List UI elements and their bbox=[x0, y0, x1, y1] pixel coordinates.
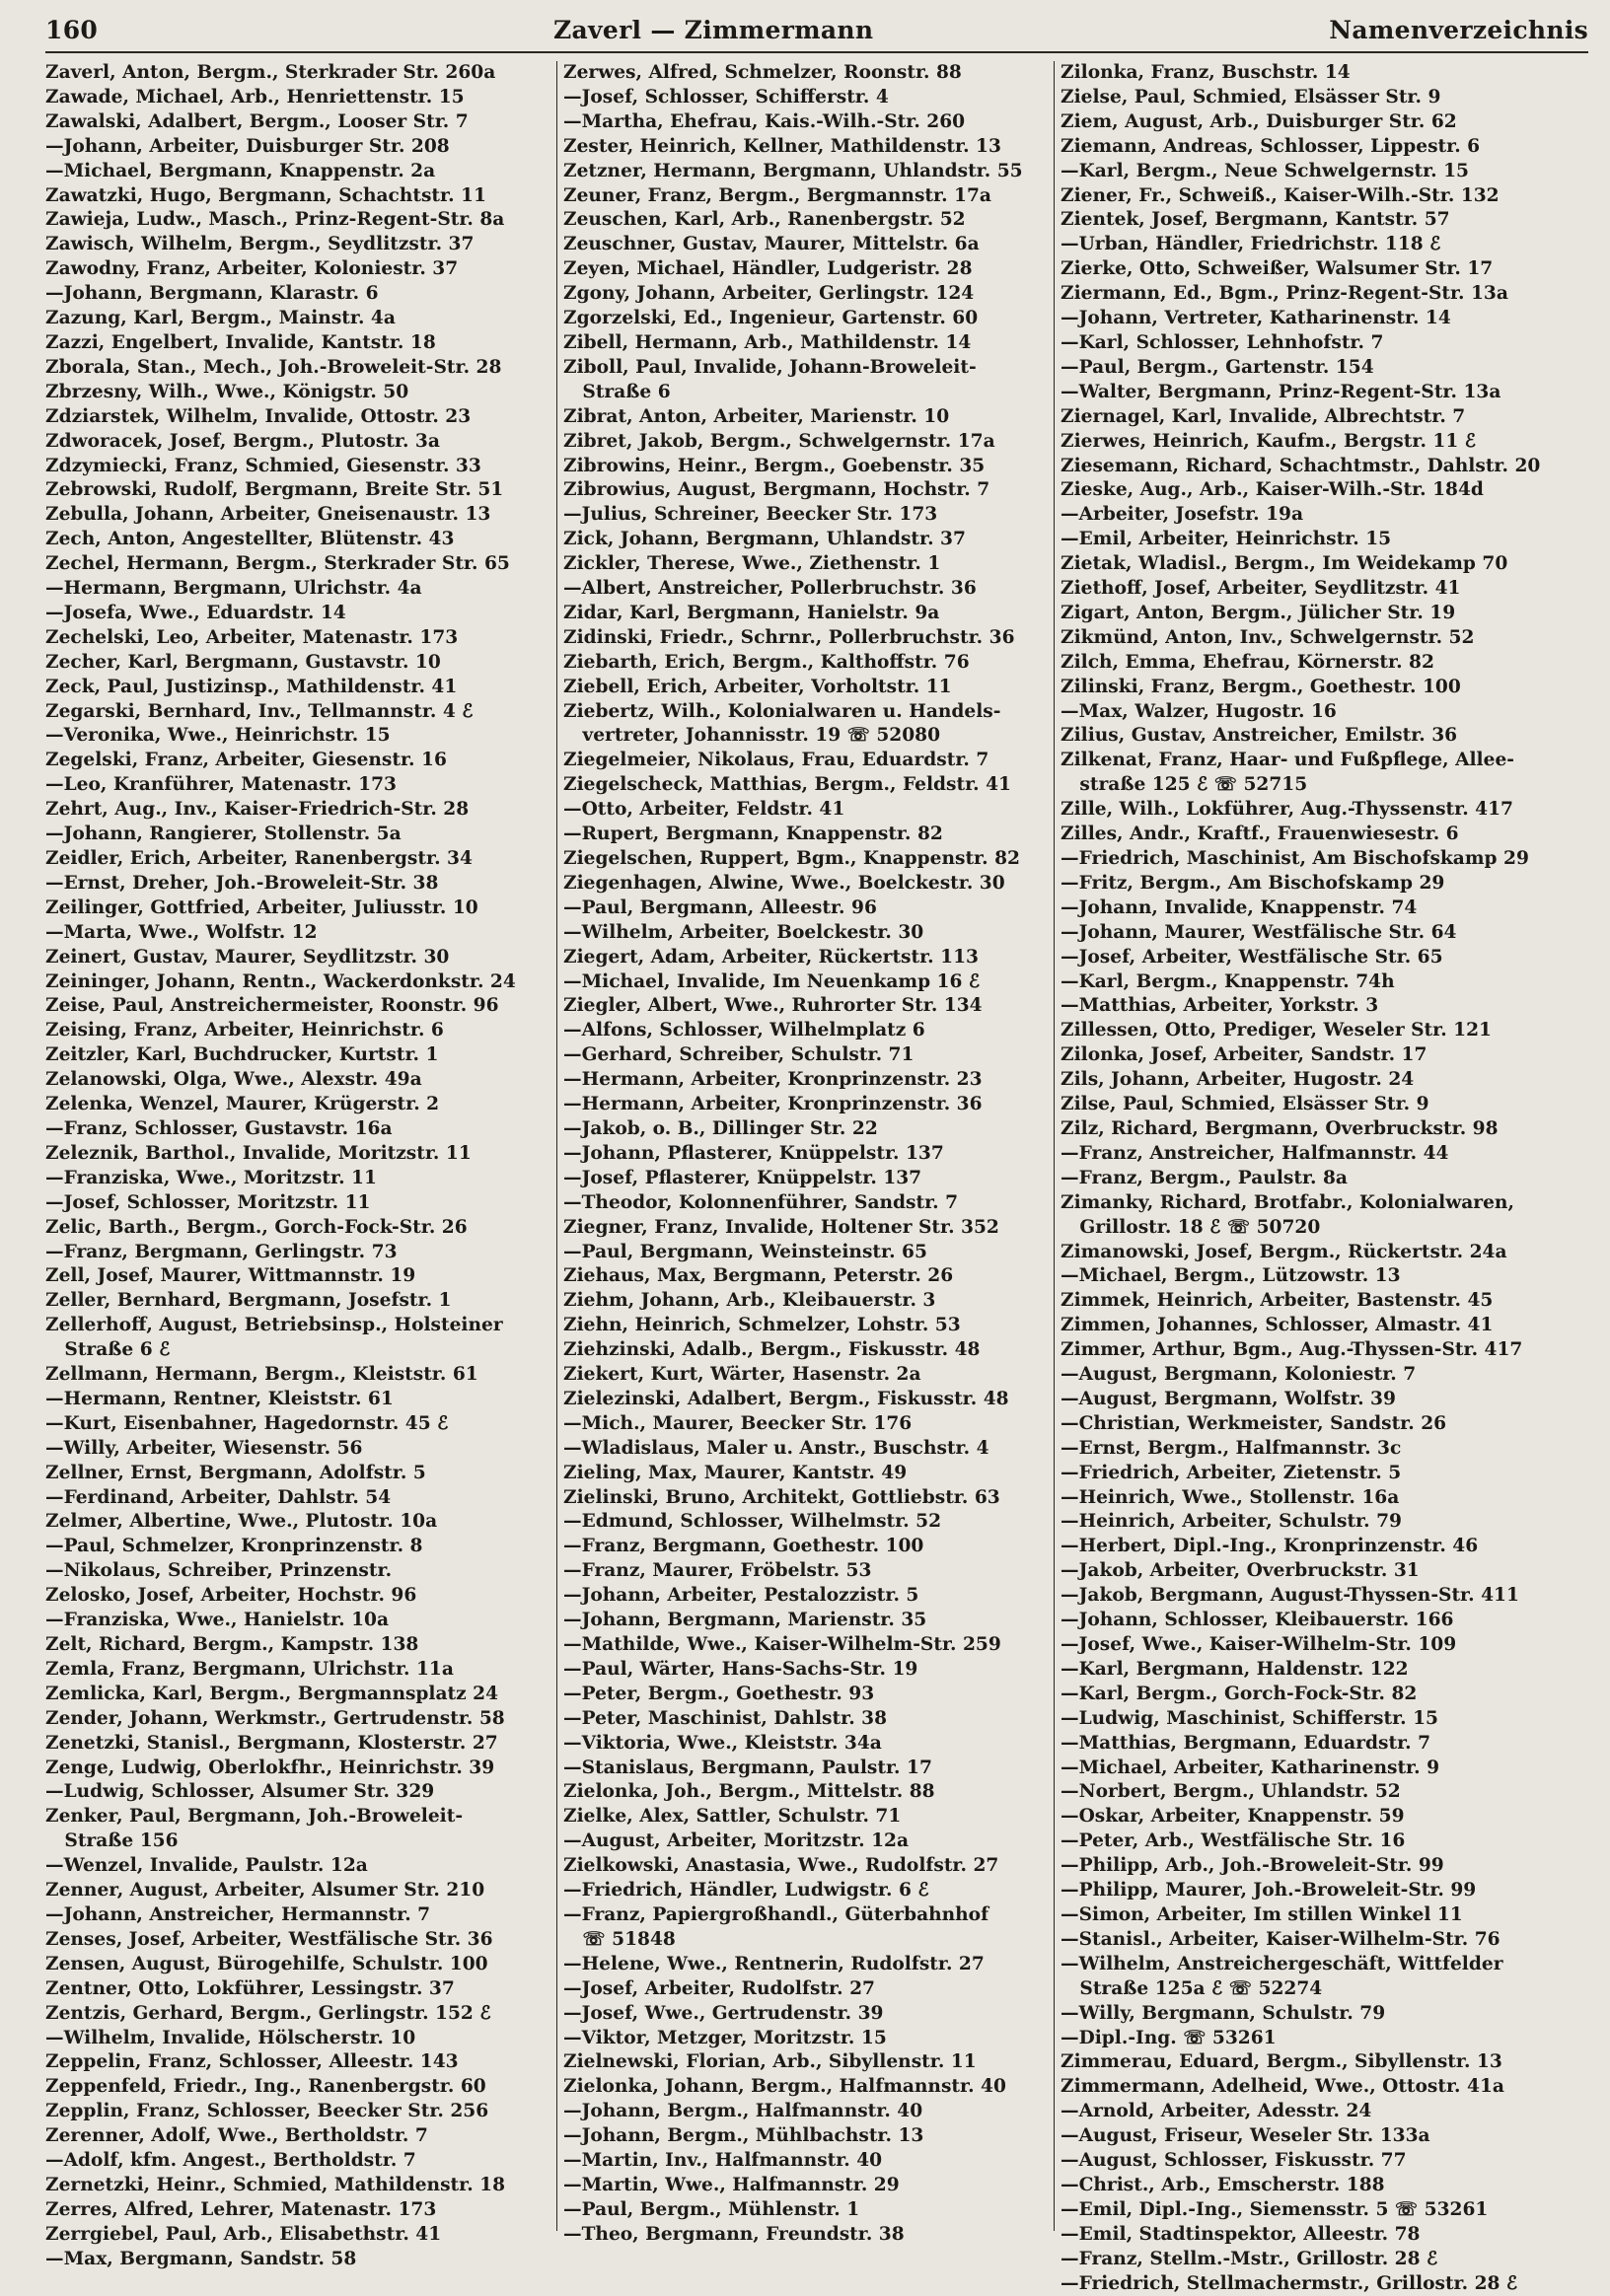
directory-entry: ☏ 51848 bbox=[563, 1928, 676, 1950]
directory-entry: Straße 6 bbox=[563, 381, 671, 402]
directory-entry: Zilonka, Josef, Arbeiter, Sandstr. 17 bbox=[1061, 1044, 1427, 1066]
directory-entry: —Johann, Bergmann, Marienstr. 35 bbox=[563, 1610, 927, 1631]
directory-entry: Ziegert, Adam, Arbeiter, Rückertstr. 113 bbox=[563, 946, 979, 968]
directory-entry: —Walter, Bergmann, Prinz-Regent-Str. 13a bbox=[1061, 381, 1501, 402]
directory-entry: Zibrowins, Heinr., Bergm., Goebenstr. 35 bbox=[563, 455, 986, 476]
directory-entry: —Johann, Arbeiter, Duisburger Str. 208 bbox=[45, 135, 450, 157]
directory-entry: —Matthias, Arbeiter, Yorkstr. 3 bbox=[1061, 995, 1379, 1017]
directory-entry: Zille, Wilh., Lokführer, Aug.-Thyssenstr. 417 bbox=[1061, 799, 1513, 821]
directory-entry: Zeuschen, Karl, Arb., Ranenbergstr. 52 bbox=[563, 209, 966, 231]
directory-entry: Zemlicka, Karl, Bergm., Bergmannsplatz 24 bbox=[45, 1683, 499, 1704]
directory-entry: Ziehzinski, Adalb., Bergm., Fiskusstr. 48 bbox=[563, 1339, 981, 1361]
directory-entry: Zielonka, Johann, Bergm., Halfmannstr. 40 bbox=[563, 2076, 1006, 2098]
directory-entry: Zensen, August, Bürogehilfe, Schulstr. 100 bbox=[45, 1953, 488, 1974]
directory-entry: Zieske, Aug., Arb., Kaiser-Wilh.-Str. 184d bbox=[1061, 479, 1484, 501]
directory-entry: —Friedrich, Händler, Ludwigstr. 6 ℰ bbox=[563, 1880, 929, 1901]
directory-entry: Zielinski, Bruno, Architekt, Gottliebstr. 63 bbox=[563, 1486, 1000, 1508]
directory-entry: Zibret, Jakob, Bergm., Schwelgernstr. 17a bbox=[563, 430, 995, 452]
directory-entry: Zeleznik, Barthol., Invalide, Moritzstr. 11 bbox=[45, 1142, 472, 1164]
directory-entry: —Paul, Bergmann, Alleestr. 96 bbox=[563, 897, 877, 918]
directory-entry: Zbrzesny, Wilh., Wwe., Königstr. 50 bbox=[45, 381, 409, 402]
directory-entry: Zilch, Emma, Ehefrau, Körnerstr. 82 bbox=[1061, 651, 1434, 673]
directory-entry: Zeitzler, Karl, Buchdrucker, Kurtstr. 1 bbox=[45, 1044, 439, 1066]
directory-entry: Zegarski, Bernhard, Inv., Tellmannstr. 4 ℰ bbox=[45, 700, 474, 722]
directory-entry: Straße 156 bbox=[45, 1830, 179, 1852]
directory-entry: Zeuner, Franz, Bergm., Bergmannstr. 17a bbox=[563, 184, 991, 206]
directory-entry: —Josef, Schlosser, Schifferstr. 4 bbox=[563, 86, 889, 108]
directory-entry: Zechelski, Leo, Arbeiter, Matenastr. 173 bbox=[45, 626, 459, 648]
directory-entry: —Josef, Wwe., Kaiser-Wilhelm-Str. 109 bbox=[1061, 1634, 1457, 1655]
directory-entry: Zazzi, Engelbert, Invalide, Kantstr. 18 bbox=[45, 331, 436, 353]
directory-entry: —Josef, Wwe., Gertrudenstr. 39 bbox=[563, 2002, 884, 2024]
directory-entry: —Heinrich, Arbeiter, Schulstr. 79 bbox=[1061, 1511, 1402, 1533]
directory-entry: Zetzner, Hermann, Bergmann, Uhlandstr. 55 bbox=[563, 160, 1023, 181]
directory-entry: Ziesemann, Richard, Schachtmstr., Dahlstr. 20 bbox=[1061, 455, 1541, 476]
directory-entry: Zawade, Michael, Arb., Henriettenstr. 15 bbox=[45, 86, 465, 108]
directory-entry: Zierke, Otto, Schweißer, Walsumer Str. 17 bbox=[1061, 258, 1494, 280]
directory-entry: Zeller, Bernhard, Bergmann, Josefstr. 1 bbox=[45, 1290, 452, 1312]
directory-entry: —Josef, Pflasterer, Knüppelstr. 137 bbox=[563, 1167, 922, 1188]
directory-entry: Zeuschner, Gustav, Maurer, Mittelstr. 6a bbox=[563, 234, 980, 255]
directory-entry: —Karl, Bergmann, Haldenstr. 122 bbox=[1061, 1658, 1409, 1680]
directory-entry: Zeppenfeld, Friedr., Ing., Ranenbergstr. 60 bbox=[45, 2076, 486, 2098]
directory-entry: Zawalski, Adalbert, Bergm., Looser Str. 7 bbox=[45, 110, 469, 132]
directory-entry: —Albert, Anstreicher, Pollerbruchstr. 36 bbox=[563, 578, 977, 600]
directory-entry: Zeyen, Michael, Händler, Ludgeristr. 28 bbox=[563, 258, 973, 280]
directory-entry: —Michael, Bergm., Lützowstr. 13 bbox=[1061, 1265, 1401, 1287]
directory-entry: Zentner, Otto, Lokführer, Lessingstr. 37 bbox=[45, 1977, 455, 1999]
directory-entry: —Franz, Schlosser, Gustavstr. 16a bbox=[45, 1117, 393, 1139]
directory-entry: —Paul, Wärter, Hans-Sachs-Str. 19 bbox=[563, 1658, 918, 1680]
directory-entry: —Paul, Bergmann, Weinsteinstr. 65 bbox=[563, 1241, 927, 1262]
directory-entry: Zimmerau, Eduard, Bergm., Sibyllenstr. 13 bbox=[1061, 2051, 1502, 2073]
directory-entry: Ziermann, Ed., Bgm., Prinz-Regent-Str. 13a bbox=[1061, 283, 1508, 305]
directory-entry: Zilz, Richard, Bergmann, Overbruckstr. 98 bbox=[1061, 1117, 1499, 1139]
directory-entry: Zebulla, Johann, Arbeiter, Gneisenaustr. 13 bbox=[45, 504, 491, 526]
directory-entry: —Mathilde, Wwe., Kaiser-Wilhelm-Str. 259 bbox=[563, 1634, 1001, 1655]
directory-entry: —Johann, Arbeiter, Pestalozzistr. 5 bbox=[563, 1585, 919, 1607]
directory-entry: —Josefa, Wwe., Eduardstr. 14 bbox=[45, 602, 346, 623]
directory-entry: Zilse, Paul, Schmied, Elsässer Str. 9 bbox=[1061, 1094, 1429, 1115]
directory-entry: —August, Bergmann, Koloniestr. 7 bbox=[1061, 1364, 1417, 1386]
directory-entry: Zikmünd, Anton, Inv., Schwelgernstr. 52 bbox=[1061, 626, 1475, 648]
directory-entry: —Franz, Papiergroßhandl., Güterbahnhof bbox=[563, 1903, 989, 1925]
directory-entry: —Herbert, Dipl.-Ing., Kronprinzenstr. 46 bbox=[1061, 1536, 1479, 1557]
directory-entry: Ziehn, Heinrich, Schmelzer, Lohstr. 53 bbox=[563, 1315, 961, 1336]
directory-entry: —Peter, Maschinist, Dahlstr. 38 bbox=[563, 1707, 888, 1729]
directory-entry: Zawieja, Ludw., Masch., Prinz-Regent-Str. 8a bbox=[45, 209, 505, 231]
directory-entry: Zech, Anton, Angestellter, Blütenstr. 43 bbox=[45, 529, 455, 550]
directory-entry: —August, Arbeiter, Moritzstr. 12a bbox=[563, 1830, 909, 1852]
directory-entry: Zimmermann, Adelheid, Wwe., Ottostr. 41a bbox=[1061, 2076, 1504, 2098]
directory-entry: Zielkowski, Anastasia, Wwe., Rudolfstr. 27 bbox=[563, 1855, 999, 1877]
directory-entry: Zdzymiecki, Franz, Schmied, Giesenstr. 33 bbox=[45, 455, 481, 476]
directory-entry: Zelosko, Josef, Arbeiter, Hochstr. 96 bbox=[45, 1585, 417, 1607]
directory-entry: —Wilhelm, Anstreichergeschäft, Wittfelder bbox=[1061, 1953, 1503, 1974]
directory-entry: Grillostr. 18 ℰ ☏ 50720 bbox=[1061, 1216, 1321, 1238]
directory-entry: Zilles, Andr., Kraftf., Frauenwiesestr. 6 bbox=[1061, 824, 1459, 845]
directory-entry: Zerwes, Alfred, Schmelzer, Roonstr. 88 bbox=[563, 62, 962, 83]
directory-entry: —Michael, Bergmann, Knappenstr. 2a bbox=[45, 160, 436, 181]
directory-entry: Zietak, Wladisl., Bergm., Im Weidekamp 70 bbox=[1061, 553, 1508, 575]
directory-entry: —Hermann, Rentner, Kleiststr. 61 bbox=[45, 1388, 394, 1409]
directory-entry: —Viktor, Metzger, Moritzstr. 15 bbox=[563, 2027, 887, 2048]
directory-entry: Zimanowski, Josef, Bergm., Rückertstr. 24a bbox=[1061, 1241, 1507, 1262]
directory-entry: —Urban, Händler, Friedrichstr. 118 ℰ bbox=[1061, 234, 1441, 255]
directory-entry: —Wilhelm, Invalide, Hölscherstr. 10 bbox=[45, 2027, 416, 2048]
directory-entry: —August, Bergmann, Wolfstr. 39 bbox=[1061, 1388, 1396, 1409]
directory-entry: —Philipp, Maurer, Joh.-Broweleit-Str. 99 bbox=[1061, 1880, 1477, 1901]
directory-entry: Zehrt, Aug., Inv., Kaiser-Friedrich-Str. 28 bbox=[45, 799, 470, 821]
directory-entry: Zeilinger, Gottfried, Arbeiter, Juliusstr. 10 bbox=[45, 897, 478, 918]
directory-entry: —Johann, Schlosser, Kleibauerstr. 166 bbox=[1061, 1610, 1454, 1631]
directory-entry: Ziegelschen, Ruppert, Bgm., Knappenstr. 82 bbox=[563, 848, 1020, 869]
directory-entry: —Paul, Bergm., Mühlenstr. 1 bbox=[563, 2198, 860, 2220]
directory-entry: Zielnewski, Florian, Arb., Sibyllenstr. 11 bbox=[563, 2051, 977, 2073]
directory-entry: —Norbert, Bergm., Uhlandstr. 52 bbox=[1061, 1781, 1401, 1803]
directory-entry: Zdworacek, Josef, Bergm., Plutostr. 3a bbox=[45, 430, 440, 452]
directory-entry: Zielonka, Joh., Bergm., Mittelstr. 88 bbox=[563, 1781, 935, 1803]
directory-entry: Zillessen, Otto, Prediger, Weseler Str. 121 bbox=[1061, 1020, 1492, 1041]
directory-entry: —Edmund, Schlosser, Wilhelmstr. 52 bbox=[563, 1511, 942, 1533]
directory-entry: Zeinert, Gustav, Maurer, Seydlitzstr. 30 bbox=[45, 946, 450, 968]
directory-entry: —Willy, Arbeiter, Wiesenstr. 56 bbox=[45, 1437, 363, 1459]
directory-entry: —Johann, Maurer, Westfälische Str. 64 bbox=[1061, 921, 1457, 943]
directory-entry: Ziebell, Erich, Arbeiter, Vorholtstr. 11 bbox=[563, 676, 952, 697]
directory-entry: —Johann, Rangierer, Stollenstr. 5a bbox=[45, 824, 402, 845]
directory-entry: Ziem, August, Arb., Duisburger Str. 62 bbox=[1061, 110, 1457, 132]
section-title: Namenverzeichnis bbox=[1329, 16, 1588, 44]
directory-entry: Ziebertz, Wilh., Kolonialwaren u. Handels- bbox=[563, 700, 1001, 722]
directory-entry: Zimmek, Heinrich, Arbeiter, Bastenstr. 45 bbox=[1061, 1290, 1494, 1312]
directory-entry: —Theo, Bergmann, Freundstr. 38 bbox=[563, 2223, 905, 2245]
directory-entry: Zelenka, Wenzel, Maurer, Krügerstr. 2 bbox=[45, 1094, 440, 1115]
directory-entry: Zemla, Franz, Bergmann, Ulrichstr. 11a bbox=[45, 1658, 454, 1680]
directory-entry: Zellerhoff, August, Betriebsinsp., Holsteiner bbox=[45, 1315, 503, 1336]
directory-entry: —Martha, Ehefrau, Kais.-Wilh.-Str. 260 bbox=[563, 110, 966, 132]
directory-entry: —Max, Walzer, Hugostr. 16 bbox=[1061, 700, 1337, 722]
directory-entry: Ziekert, Kurt, Wärter, Hasenstr. 2a bbox=[563, 1364, 921, 1386]
directory-entry: —Johann, Bergmann, Klarastr. 6 bbox=[45, 283, 379, 305]
directory-entry: Zazung, Karl, Bergm., Mainstr. 4a bbox=[45, 308, 396, 329]
directory-entry: —Ludwig, Maschinist, Schifferstr. 15 bbox=[1061, 1707, 1438, 1729]
directory-entry: —Christian, Werkmeister, Sandstr. 26 bbox=[1061, 1412, 1447, 1434]
directory-entry: —Stanisl., Arbeiter, Kaiser-Wilhelm-Str. 76 bbox=[1061, 1928, 1500, 1950]
directory-entry: Ziethoff, Josef, Arbeiter, Seydlitzstr. 41 bbox=[1061, 578, 1461, 600]
directory-entry: —Theodor, Kolonnenführer, Sandstr. 7 bbox=[563, 1191, 959, 1213]
directory-entry: —Jakob, Bergmann, August-Thyssen-Str. 411 bbox=[1061, 1585, 1519, 1607]
directory-entry: Zidinski, Friedr., Schrnr., Pollerbruchstr. 36 bbox=[563, 626, 1015, 648]
directory-entry: —Emil, Stadtinspektor, Alleestr. 78 bbox=[1061, 2223, 1421, 2245]
directory-entry: —Johann, Bergm., Halfmannstr. 40 bbox=[563, 2101, 923, 2122]
directory-entry: —Josef, Schlosser, Moritzstr. 11 bbox=[45, 1191, 371, 1213]
directory-entry: Zielezinski, Adalbert, Bergm., Fiskusstr. 48 bbox=[563, 1388, 1009, 1409]
directory-entry: Ziegenhagen, Alwine, Wwe., Boelckestr. 30 bbox=[563, 872, 1005, 894]
directory-entry: Zeising, Franz, Arbeiter, Heinrichstr. 6 bbox=[45, 1020, 444, 1041]
column-2 bbox=[556, 61, 1054, 2245]
directory-entry: —Otto, Arbeiter, Feldstr. 41 bbox=[563, 799, 845, 821]
directory-entry: vertreter, Johannisstr. 19 ☏ 52080 bbox=[563, 725, 941, 747]
directory-entry: Zenses, Josef, Arbeiter, Westfälische Str. 36 bbox=[45, 1928, 493, 1950]
directory-entry: —Hermann, Bergmann, Ulrichstr. 4a bbox=[45, 578, 422, 600]
directory-entry: —Julius, Schreiner, Beecker Str. 173 bbox=[563, 504, 938, 526]
directory-entry: —Peter, Arb., Westfälische Str. 16 bbox=[1061, 1830, 1406, 1852]
directory-entry: Zawodny, Franz, Arbeiter, Koloniestr. 37 bbox=[45, 258, 459, 280]
directory-entry: —Wenzel, Invalide, Paulstr. 12a bbox=[45, 1855, 368, 1877]
directory-entry: —Viktoria, Wwe., Kleiststr. 34a bbox=[563, 1732, 882, 1754]
directory-entry: —Alfons, Schlosser, Wilhelmplatz 6 bbox=[563, 1020, 925, 1041]
directory-entry: —Franz, Stellm.-Mstr., Grillostr. 28 ℰ bbox=[1061, 2248, 1438, 2269]
directory-entry: Ziemann, Andreas, Schlosser, Lippestr. 6 bbox=[1061, 135, 1481, 157]
directory-entry: —Karl, Bergm., Neue Schwelgernstr. 15 bbox=[1061, 160, 1469, 181]
directory-entry: Zeidler, Erich, Arbeiter, Ranenbergstr. 34 bbox=[45, 848, 473, 869]
directory-entry: —Ernst, Dreher, Joh.-Broweleit-Str. 38 bbox=[45, 872, 439, 894]
directory-entry: —Arnold, Arbeiter, Adesstr. 24 bbox=[1061, 2101, 1372, 2122]
directory-entry: —Leo, Kranführer, Matenastr. 173 bbox=[45, 774, 397, 796]
directory-entry: Zils, Johann, Arbeiter, Hugostr. 24 bbox=[1061, 1069, 1415, 1091]
directory-entry: Zellmann, Hermann, Bergm., Kleiststr. 61 bbox=[45, 1364, 478, 1386]
directory-entry: —Philipp, Arb., Joh.-Broweleit-Str. 99 bbox=[1061, 1855, 1444, 1877]
directory-entry: Zborala, Stan., Mech., Joh.-Broweleit-Str. 28 bbox=[45, 356, 502, 378]
directory-entry: —Michael, Arbeiter, Katharinenstr. 9 bbox=[1061, 1757, 1440, 1778]
directory-entry: Zelanowski, Olga, Wwe., Alexstr. 49a bbox=[45, 1069, 422, 1091]
column-1 bbox=[45, 61, 556, 2269]
directory-entry: Zender, Johann, Werkmstr., Gertrudenstr. 58 bbox=[45, 1707, 505, 1729]
directory-entry: —Karl, Schlosser, Lehnhofstr. 7 bbox=[1061, 331, 1384, 353]
directory-entry: Zelt, Richard, Bergm., Kampstr. 138 bbox=[45, 1634, 419, 1655]
directory-entry: —Peter, Bergm., Goethestr. 93 bbox=[563, 1683, 875, 1704]
directory-entry: Zenner, August, Arbeiter, Alsumer Str. 210 bbox=[45, 1880, 485, 1901]
directory-entry: —Franz, Bergmann, Goethestr. 100 bbox=[563, 1536, 924, 1557]
directory-entry: Zerres, Alfred, Lehrer, Matenastr. 173 bbox=[45, 2198, 437, 2220]
directory-entry: Zawisch, Wilhelm, Bergm., Seydlitzstr. 37 bbox=[45, 234, 475, 255]
directory-entry: —Kurt, Eisenbahner, Hagedornstr. 45 ℰ bbox=[45, 1412, 449, 1434]
directory-entry: —Simon, Arbeiter, Im stillen Winkel 11 bbox=[1061, 1903, 1463, 1925]
directory-entry: Zelmer, Albertine, Wwe., Plutostr. 10a bbox=[45, 1511, 438, 1533]
directory-entry: Ziegler, Albert, Wwe., Ruhrorter Str. 134 bbox=[563, 995, 983, 1017]
directory-entry: Zegelski, Franz, Arbeiter, Giesenstr. 16 bbox=[45, 750, 447, 771]
directory-entry: —Johann, Invalide, Knappenstr. 74 bbox=[1061, 897, 1418, 918]
directory-entry: Zepplin, Franz, Schlosser, Beecker Str. 256 bbox=[45, 2101, 489, 2122]
directory-entry: —Wladislaus, Maler u. Anstr., Buschstr. 4 bbox=[563, 1437, 989, 1459]
directory-entry: Zenge, Ludwig, Oberlokfhr., Heinrichstr. 39 bbox=[45, 1757, 495, 1778]
directory-entry: —Johann, Anstreicher, Hermannstr. 7 bbox=[45, 1903, 431, 1925]
directory-entry: Ziehaus, Max, Bergmann, Peterstr. 26 bbox=[563, 1265, 954, 1287]
directory-entry: Zenetzki, Stanisl., Bergmann, Klosterstr. 27 bbox=[45, 1732, 498, 1754]
directory-entry: —Josef, Arbeiter, Rudolfstr. 27 bbox=[563, 1977, 875, 1999]
directory-entry: Zernetzki, Heinr., Schmied, Mathildenstr. 18 bbox=[45, 2174, 506, 2195]
directory-entry: Zellner, Ernst, Bergmann, Adolfstr. 5 bbox=[45, 1462, 426, 1483]
directory-entry: Straße 125a ℰ ☏ 52274 bbox=[1061, 1977, 1323, 1999]
directory-entry: Zielke, Alex, Sattler, Schulstr. 71 bbox=[563, 1806, 902, 1828]
directory-entry: —Arbeiter, Josefstr. 19a bbox=[1061, 504, 1304, 526]
directory-entry: —Max, Bergmann, Sandstr. 58 bbox=[45, 2248, 357, 2269]
directory-entry: —Michael, Invalide, Im Neuenkamp 16 ℰ bbox=[563, 970, 981, 992]
directory-entry: Straße 6 ℰ bbox=[45, 1339, 171, 1361]
directory-entry: Ziener, Fr., Schweiß., Kaiser-Wilh.-Str. 132 bbox=[1061, 184, 1500, 206]
directory-entry: —Franz, Maurer, Fröbelstr. 53 bbox=[563, 1560, 872, 1582]
directory-entry: —Jakob, Arbeiter, Overbruckstr. 31 bbox=[1061, 1560, 1420, 1582]
directory-entry: Zerrgiebel, Paul, Arb., Elisabethstr. 41 bbox=[45, 2223, 442, 2245]
directory-entry: —Nikolaus, Schreiber, Prinzenstr. bbox=[45, 1560, 393, 1582]
directory-entry: —Franz, Bergm., Paulstr. 8a bbox=[1061, 1167, 1348, 1188]
directory-entry: Zidar, Karl, Bergmann, Hanielstr. 9a bbox=[563, 602, 940, 623]
page-number: 160 bbox=[45, 16, 99, 44]
directory-entry: —Johann, Pflasterer, Knüppelstr. 137 bbox=[563, 1142, 944, 1164]
directory-entry: —Franziska, Wwe., Moritzstr. 11 bbox=[45, 1167, 377, 1188]
directory-entry: Zierwes, Heinrich, Kaufm., Bergstr. 11 ℰ bbox=[1061, 430, 1477, 452]
name-range: Zaverl — Zimmermann bbox=[552, 16, 874, 44]
directory-entry: —Marta, Wwe., Wolfstr. 12 bbox=[45, 921, 318, 943]
directory-entry: Zilinski, Franz, Bergm., Goethestr. 100 bbox=[1061, 676, 1461, 697]
directory-entry: Zeininger, Johann, Rentn., Wackerdonkstr. 24 bbox=[45, 970, 516, 992]
directory-entry: —Paul, Bergm., Gartenstr. 154 bbox=[1061, 356, 1374, 378]
directory-entry: Ziebarth, Erich, Bergm., Kalthoffstr. 76 bbox=[563, 651, 970, 673]
directory-entry: Ziboll, Paul, Invalide, Johann-Broweleit- bbox=[563, 356, 977, 378]
directory-entry: —Helene, Wwe., Rentnerin, Rudolfstr. 27 bbox=[563, 1953, 985, 1974]
directory-entry: —Josef, Arbeiter, Westfälische Str. 65 bbox=[1061, 946, 1443, 968]
directory-entry: —Mich., Maurer, Beecker Str. 176 bbox=[563, 1412, 913, 1434]
directory-entry: —Friedrich, Stellmachermstr., Grillostr. 28 ℰ bbox=[1061, 2272, 1518, 2294]
directory-entry: Ziegner, Franz, Invalide, Holtener Str. 352 bbox=[563, 1216, 999, 1238]
entry-columns bbox=[45, 61, 1588, 2294]
directory-entry: —Ferdinand, Arbeiter, Dahlstr. 54 bbox=[45, 1486, 392, 1508]
directory-entry: —Fritz, Bergm., Am Bischofskamp 29 bbox=[1061, 872, 1445, 894]
directory-entry: —Franziska, Wwe., Hanielstr. 10a bbox=[45, 1610, 390, 1631]
directory-entry: Zawatzki, Hugo, Bergmann, Schachtstr. 11 bbox=[45, 184, 486, 206]
directory-entry: —Willy, Bergmann, Schulstr. 79 bbox=[1061, 2002, 1386, 2024]
directory-entry: Zientek, Josef, Bergmann, Kantstr. 57 bbox=[1061, 209, 1450, 231]
directory-entry: Zimmen, Johannes, Schlosser, Almastr. 41 bbox=[1061, 1315, 1494, 1336]
directory-entry: Zdziarstek, Wilhelm, Invalide, Ottostr. 23 bbox=[45, 405, 472, 427]
directory-entry: Zgorzelski, Ed., Ingenieur, Gartenstr. 60 bbox=[563, 308, 979, 329]
directory-entry: Zielse, Paul, Schmied, Elsässer Str. 9 bbox=[1061, 86, 1441, 108]
directory-entry: —Hermann, Arbeiter, Kronprinzenstr. 36 bbox=[563, 1094, 983, 1115]
directory-entry: Zechel, Hermann, Bergm., Sterkrader Str. 65 bbox=[45, 553, 510, 575]
directory-entry: Zenker, Paul, Bergmann, Joh.-Broweleit- bbox=[45, 1806, 464, 1828]
directory-entry: Zibell, Hermann, Arb., Mathildenstr. 14 bbox=[563, 331, 972, 353]
directory-entry: Zibrat, Anton, Arbeiter, Marienstr. 10 bbox=[563, 405, 950, 427]
directory-entry: —Heinrich, Wwe., Stollenstr. 16a bbox=[1061, 1486, 1400, 1508]
directory-entry: —Hermann, Arbeiter, Kronprinzenstr. 23 bbox=[563, 1069, 983, 1091]
directory-entry: straße 125 ℰ ☏ 52715 bbox=[1061, 774, 1308, 796]
directory-entry: —Johann, Vertreter, Katharinenstr. 14 bbox=[1061, 308, 1451, 329]
directory-entry: —Stanislaus, Bergmann, Paulstr. 17 bbox=[563, 1757, 932, 1778]
directory-entry: Zilonka, Franz, Buschstr. 14 bbox=[1061, 62, 1351, 83]
directory-entry: Ziegelscheck, Matthias, Bergm., Feldstr. 41 bbox=[563, 774, 1011, 796]
directory-entry: —Matthias, Bergmann, Eduardstr. 7 bbox=[1061, 1732, 1431, 1754]
directory-entry: —Ludwig, Schlosser, Alsumer Str. 329 bbox=[45, 1781, 435, 1803]
directory-entry: —Friedrich, Arbeiter, Zietenstr. 5 bbox=[1061, 1462, 1402, 1483]
directory-entry: Zelic, Barth., Bergm., Gorch-Fock-Str. 26 bbox=[45, 1216, 468, 1238]
directory-entry: —Karl, Bergm., Gorch-Fock-Str. 82 bbox=[1061, 1683, 1418, 1704]
directory-entry: Zebrowski, Rudolf, Bergmann, Breite Str. 51 bbox=[45, 479, 504, 501]
directory-entry: —Karl, Bergm., Knappenstr. 74h bbox=[1061, 970, 1395, 992]
column-3 bbox=[1054, 61, 1580, 2294]
directory-entry: —Martin, Inv., Halfmannstr. 40 bbox=[563, 2150, 883, 2172]
directory-entry: Zentzis, Gerhard, Bergm., Gerlingstr. 152 ℰ bbox=[45, 2002, 491, 2024]
directory-entry: —Franz, Bergmann, Gerlingstr. 73 bbox=[45, 1241, 398, 1262]
directory-entry: Zgony, Johann, Arbeiter, Gerlingstr. 124 bbox=[563, 283, 975, 305]
directory-entry: —Oskar, Arbeiter, Knappenstr. 59 bbox=[1061, 1806, 1405, 1828]
page-header bbox=[45, 16, 1588, 53]
directory-entry: —Friedrich, Maschinist, Am Bischofskamp 29 bbox=[1061, 848, 1529, 869]
directory-entry: Zigart, Anton, Bergm., Jülicher Str. 19 bbox=[1061, 602, 1456, 623]
directory-entry: Ziernagel, Karl, Invalide, Albrechtstr. 7 bbox=[1061, 405, 1466, 427]
directory-entry: —Veronika, Wwe., Heinrichstr. 15 bbox=[45, 725, 391, 747]
directory-entry: Zeppelin, Franz, Schlosser, Alleestr. 143 bbox=[45, 2051, 459, 2073]
directory-entry: —Adolf, kfm. Angest., Bertholdstr. 7 bbox=[45, 2150, 416, 2172]
directory-entry: —Martin, Wwe., Halfmannstr. 29 bbox=[563, 2174, 900, 2195]
directory-entry: —Franz, Anstreicher, Halfmannstr. 44 bbox=[1061, 1142, 1449, 1164]
directory-entry: Zibrowius, August, Bergmann, Hochstr. 7 bbox=[563, 479, 990, 501]
directory-entry: —Christ., Arb., Emscherstr. 188 bbox=[1061, 2174, 1385, 2195]
directory-entry: —Ernst, Bergm., Halfmannstr. 3c bbox=[1061, 1437, 1402, 1459]
directory-entry: Zieling, Max, Maurer, Kantstr. 49 bbox=[563, 1462, 908, 1483]
directory-entry: Zaverl, Anton, Bergm., Sterkrader Str. 260a bbox=[45, 62, 496, 83]
directory-entry: —Johann, Bergm., Mühlbachstr. 13 bbox=[563, 2125, 924, 2147]
directory-entry: Zilkenat, Franz, Haar- und Fußpflege, Allee- bbox=[1061, 750, 1514, 771]
directory-entry: Zimmer, Arthur, Bgm., Aug.-Thyssen-Str. 417 bbox=[1061, 1339, 1523, 1361]
directory-entry: —Gerhard, Schreiber, Schulstr. 71 bbox=[563, 1044, 915, 1066]
directory-entry: Zick, Johann, Bergmann, Uhlandstr. 37 bbox=[563, 529, 966, 550]
directory-entry: Zell, Josef, Maurer, Wittmannstr. 19 bbox=[45, 1265, 416, 1287]
directory-entry: —Dipl.-Ing. ☏ 53261 bbox=[1061, 2027, 1277, 2048]
directory-entry: Zecher, Karl, Bergmann, Gustavstr. 10 bbox=[45, 651, 441, 673]
directory-entry: Zeck, Paul, Justizinsp., Mathildenstr. 41 bbox=[45, 676, 458, 697]
directory-entry: Ziehm, Johann, Arb., Kleibauerstr. 3 bbox=[563, 1290, 936, 1312]
directory-entry: Zimanky, Richard, Brotfabr., Kolonialwaren, bbox=[1061, 1191, 1514, 1213]
directory-entry: —Emil, Dipl.-Ing., Siemensstr. 5 ☏ 53261 bbox=[1061, 2198, 1489, 2220]
directory-entry: —August, Friseur, Weseler Str. 133a bbox=[1061, 2125, 1430, 2147]
directory-entry: Zeise, Paul, Anstreichermeister, Roonstr. 96 bbox=[45, 995, 499, 1017]
directory-entry: —Emil, Arbeiter, Heinrichstr. 15 bbox=[1061, 529, 1392, 550]
directory-entry: —Rupert, Bergmann, Knappenstr. 82 bbox=[563, 824, 943, 845]
directory-entry: Zester, Heinrich, Kellner, Mathildenstr. 13 bbox=[563, 135, 1001, 157]
directory-entry: Zerenner, Adolf, Wwe., Bertholdstr. 7 bbox=[45, 2125, 428, 2147]
directory-entry: —Paul, Schmelzer, Kronprinzenstr. 8 bbox=[45, 1536, 423, 1557]
directory-entry: Zickler, Therese, Wwe., Ziethenstr. 1 bbox=[563, 553, 941, 575]
directory-entry: Zilius, Gustav, Anstreicher, Emilstr. 36 bbox=[1061, 725, 1458, 747]
directory-entry: —Jakob, o. B., Dillinger Str. 22 bbox=[563, 1117, 878, 1139]
directory-entry: —August, Schlosser, Fiskusstr. 77 bbox=[1061, 2150, 1407, 2172]
directory-entry: —Wilhelm, Arbeiter, Boelckestr. 30 bbox=[563, 921, 924, 943]
directory-entry: Ziegelmeier, Nikolaus, Frau, Eduardstr. 7 bbox=[563, 750, 989, 771]
